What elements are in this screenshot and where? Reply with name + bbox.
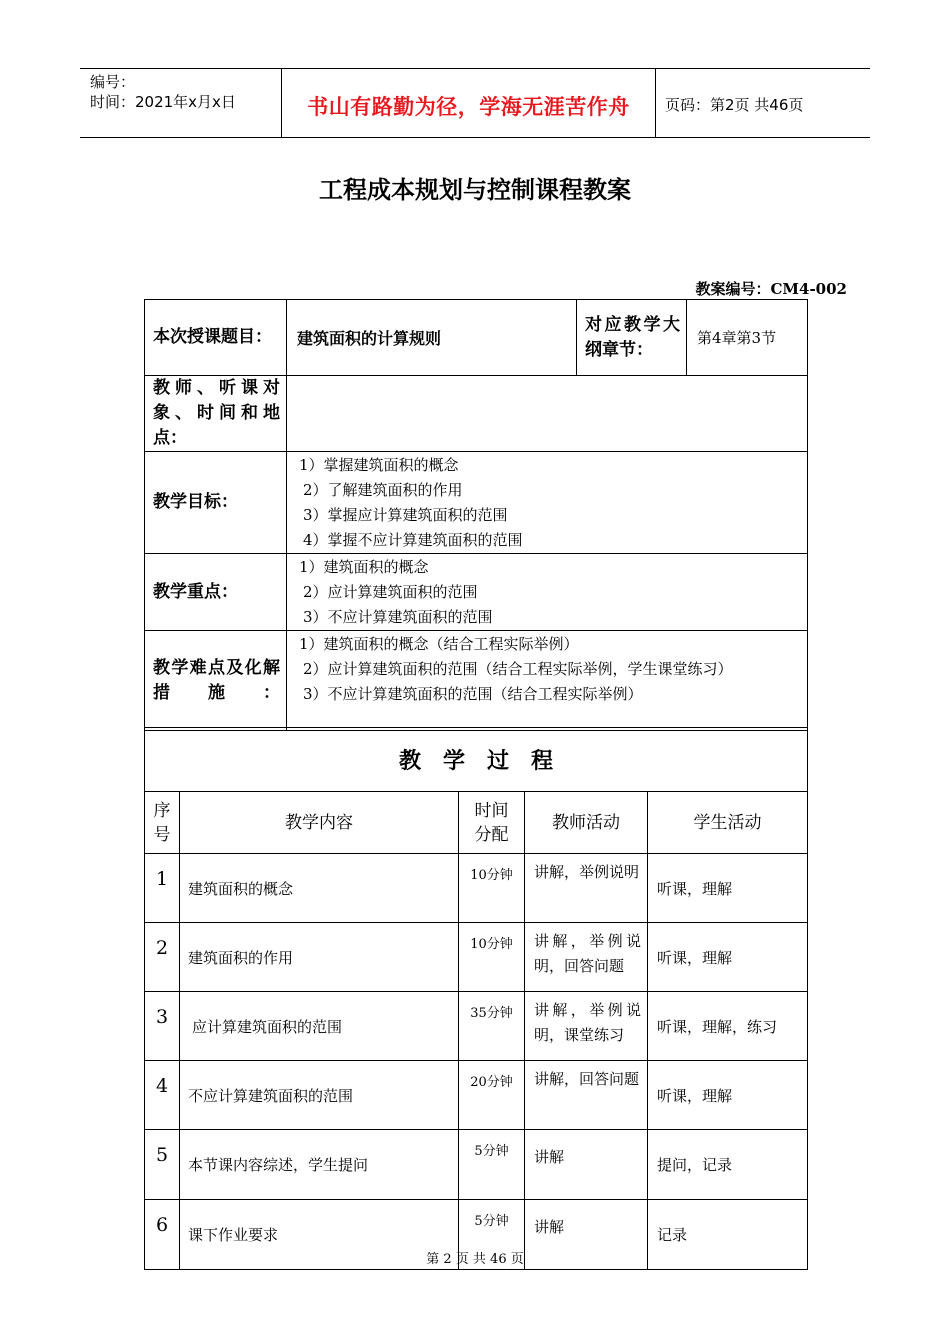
topic-value: 建筑面积的计算规则 [287,300,577,376]
row-time: 10分钟 [459,923,525,992]
row-number: 4 [145,1061,180,1130]
row-time: 5分钟 [459,1200,525,1270]
table-row [145,1130,808,1200]
row-time: 10分钟 [459,854,525,923]
list-item: 3）掌握应计算建筑面积的范围 [303,506,508,524]
focus-row [145,554,808,631]
col-header-content: 教学内容 [180,792,459,854]
row-content: 建筑面积的作用 [180,923,459,992]
col-header-student: 学生活动 [648,792,808,854]
objectives-label: 教学目标： [145,452,287,554]
list-item: 3）不应计算建筑面积的范围（结合工程实际举例） [303,685,643,703]
row-content: 本节课内容综述，学生提问 [180,1130,459,1200]
process-header-row [145,792,808,854]
list-item: 1）建筑面积的概念（结合工程实际举例） [299,635,579,653]
page-indicator: 页码：第2页 共46页 [665,96,804,114]
process-title-row [145,728,808,792]
col-header-no: 序号 [145,792,180,854]
page-header [80,68,870,138]
row-teacher-activity: 讲解，举例说明，课堂练习 [525,992,648,1061]
list-item: 2）应计算建筑面积的范围（结合工程实际举例，学生课堂练习） [303,660,733,678]
row-number: 5 [145,1130,180,1200]
table-row [145,1061,808,1130]
list-item: 1）掌握建筑面积的概念 [299,456,459,474]
row-student-activity: 记录 [648,1200,808,1270]
row-number: 1 [145,854,180,923]
table-row [145,854,808,923]
motto: 书山有路勤为径，学海无涯苦作舟 [307,95,630,119]
table-row [145,992,808,1061]
col-header-time: 时间分配 [459,792,525,854]
row-content: 建筑面积的概念 [180,854,459,923]
row-content: 应计算建筑面积的范围 [180,992,459,1061]
doc-number-label: 编号： [90,73,136,91]
difficulty-row [145,631,808,731]
row-time: 5分钟 [459,1130,525,1200]
focus-label: 教学重点： [145,554,287,631]
topic-label: 本次授课题目： [145,300,287,376]
difficulty-label: 教学难点及化解措施： [145,631,287,731]
list-item: 3）不应计算建筑面积的范围 [303,608,493,626]
header-page-cell [655,69,870,137]
page-footer: 第 2 页 共 46 页 [426,1252,524,1267]
outline-value: 第4章第3节 [687,300,808,376]
col-header-teacher: 教师活动 [525,792,648,854]
row-student-activity: 听课，理解，练习 [648,992,808,1061]
row-time: 35分钟 [459,992,525,1061]
row-student-activity: 听课，理解 [648,1061,808,1130]
list-item: 1）建筑面积的概念 [299,558,429,576]
list-item: 2）应计算建筑面积的范围 [303,583,478,601]
row-time: 20分钟 [459,1061,525,1130]
row-student-activity: 提问，记录 [648,1130,808,1200]
row-student-activity: 听课，理解 [648,923,808,992]
row-number: 6 [145,1200,180,1270]
row-number: 2 [145,923,180,992]
row-teacher-activity: 讲解 [525,1130,648,1200]
list-item: 2）了解建筑面积的作用 [303,481,463,499]
outline-label: 对应教学大纲章节： [577,300,687,376]
list-item: 4）掌握不应计算建筑面积的范围 [303,531,523,549]
header-motto-cell [281,69,656,137]
row-teacher-activity: 讲解，举例说明 [525,854,648,923]
process-title: 教学过程 [145,728,808,792]
audience-row [145,376,808,452]
row-student-activity: 听课，理解 [648,854,808,923]
teaching-process-table [144,727,808,1270]
row-teacher-activity: 讲解，回答问题 [525,1061,648,1130]
topic-row [145,300,808,376]
page-title: 工程成本规划与控制课程教案 [319,176,631,204]
objectives-list [287,452,808,554]
audience-value [287,376,808,452]
row-teacher-activity: 讲解 [525,1200,648,1270]
row-teacher-activity: 讲解，举例说明，回答问题 [525,923,648,992]
table-row [145,923,808,992]
row-content: 课下作业要求 [180,1200,459,1270]
doc-time-label: 时间：2021年x月x日 [90,93,236,111]
focus-list [287,554,808,631]
objectives-row [145,452,808,554]
row-number: 3 [145,992,180,1061]
header-meta [80,69,281,137]
lesson-info-table [144,299,808,731]
plan-number: 教案编号：CM4-002 [695,280,847,298]
audience-label: 教师、听课对象、时间和地点： [145,376,287,452]
difficulty-list [287,631,808,731]
row-content: 不应计算建筑面积的范围 [180,1061,459,1130]
